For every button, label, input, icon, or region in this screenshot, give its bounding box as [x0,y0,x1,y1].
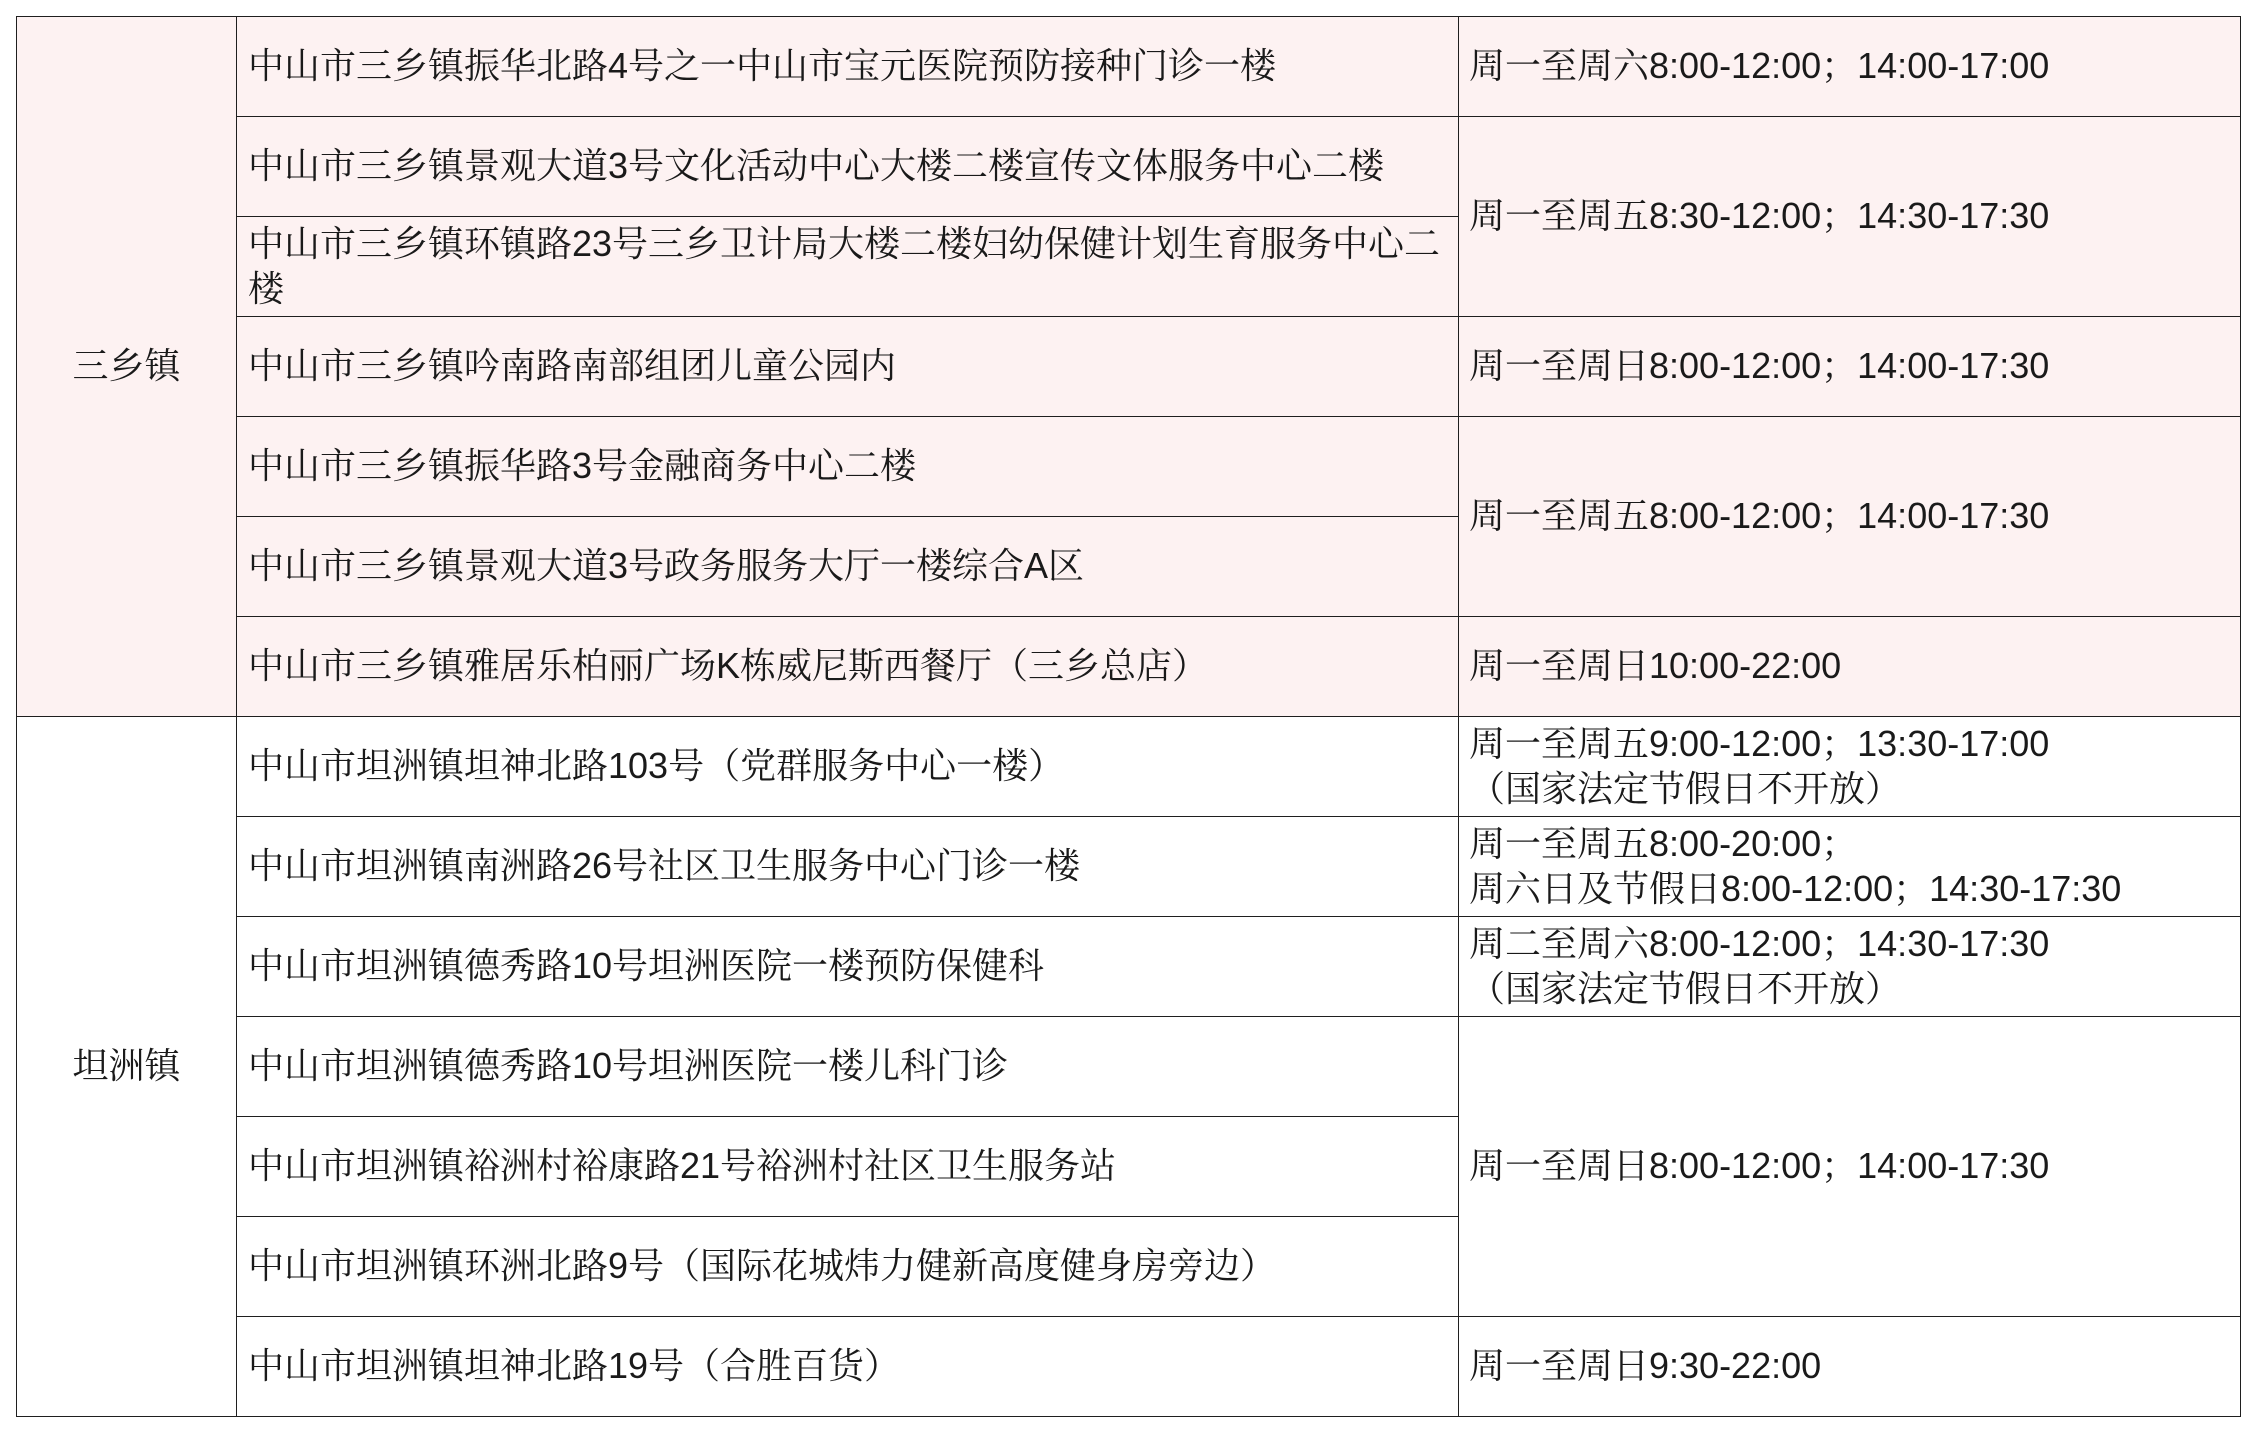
hours-text: 周一至周六8:00-12:00；14:00-17:00 [1469,45,2050,87]
address-cell [237,17,1459,117]
hours-text: 周一至周五9:00-12:00；13:30-17:00 [1469,722,2050,764]
address-text: 中山市坦洲镇环洲北路9号（国际花城炜力健新高度健身房旁边） [248,1245,1277,1287]
address-text: 中山市坦洲镇德秀路10号坦洲医院一楼预防保健科 [248,945,1045,987]
address-text: 中山市三乡镇雅居乐柏丽广场K栋威尼斯西餐厅（三乡总店） [248,645,1209,687]
address-text: 中山市坦洲镇坦神北路103号（党群服务中心一楼） [248,745,1065,787]
address-text: 中山市坦洲镇裕洲村裕康路21号裕洲村社区卫生服务站 [248,1145,1117,1187]
hours-cell [1459,417,2241,617]
address-cell [237,1217,1459,1317]
town-cell [17,717,237,1417]
address-cell [237,317,1459,417]
address-text: 中山市三乡镇景观大道3号政务服务大厅一楼综合A区 [248,545,1085,587]
hours-cell [1459,617,2241,717]
address-cell [237,117,1459,217]
table-row [17,1317,2241,1417]
address-text: 中山市坦洲镇南洲路26号社区卫生服务中心门诊一楼 [248,845,1081,887]
table-row [17,317,2241,417]
address-cell [237,417,1459,517]
hours-text: 周一至周日10:00-22:00 [1469,645,1842,687]
address-text: 中山市坦洲镇德秀路10号坦洲医院一楼儿科门诊 [248,1045,1009,1087]
address-cell [237,1117,1459,1217]
address-cell [237,1017,1459,1117]
town-name: 三乡镇 [72,345,181,387]
hours-note: （国家法定节假日不开放） [1469,967,1902,1009]
table-row [17,117,2241,217]
hours-text: 周六日及节假日8:00-12:00；14:30-17:30 [1469,867,2122,909]
address-cell [237,217,1459,317]
hours-cell [1459,17,2241,117]
town-cell [17,17,237,717]
address-cell [237,517,1459,617]
table-row [17,617,2241,717]
vaccination-sites-table [16,16,2241,1417]
address-cell [237,817,1459,917]
hours-text: 周一至周五8:00-20:00； [1469,822,1858,864]
table-row [17,17,2241,117]
address-text: 中山市三乡镇振华路3号金融商务中心二楼 [248,445,917,487]
hours-cell [1459,117,2241,317]
town-name: 坦洲镇 [72,1045,181,1087]
address-text: 中山市坦洲镇坦神北路19号（合胜百货） [248,1345,901,1387]
hours-cell [1459,817,2241,917]
table-row [17,817,2241,917]
address-cell [237,617,1459,717]
address-text: 中山市三乡镇振华北路4号之一中山市宝元医院预防接种门诊一楼 [248,45,1277,87]
hours-cell [1459,317,2241,417]
address-text: 中山市三乡镇景观大道3号文化活动中心大楼二楼宣传文体服务中心二楼 [248,145,1385,187]
address-cell [237,717,1459,817]
hours-cell [1459,917,2241,1017]
table-row [17,717,2241,817]
hours-text: 周一至周日8:00-12:00；14:00-17:30 [1469,1145,2050,1187]
address-cell [237,917,1459,1017]
hours-cell [1459,1017,2241,1317]
hours-text: 周一至周五8:30-12:00；14:30-17:30 [1469,195,2050,237]
hours-cell [1459,1317,2241,1417]
hours-text: 周一至周日9:30-22:00 [1469,1345,1822,1387]
hours-text: 周一至周五8:00-12:00；14:00-17:30 [1469,495,2050,537]
address-text: 中山市三乡镇吟南路南部组团儿童公园内 [248,345,897,387]
table-row [17,1017,2241,1117]
address-cell [237,1317,1459,1417]
table-row [17,417,2241,517]
hours-text: 周一至周日8:00-12:00；14:00-17:30 [1469,345,2050,387]
hours-note: （国家法定节假日不开放） [1469,767,1902,809]
hours-cell [1459,717,2241,817]
table-row [17,917,2241,1017]
hours-text: 周二至周六8:00-12:00；14:30-17:30 [1469,922,2050,964]
address-text: 中山市三乡镇环镇路23号三乡卫计局大楼二楼妇幼保健计划生育服务中心二楼 [248,222,1441,309]
